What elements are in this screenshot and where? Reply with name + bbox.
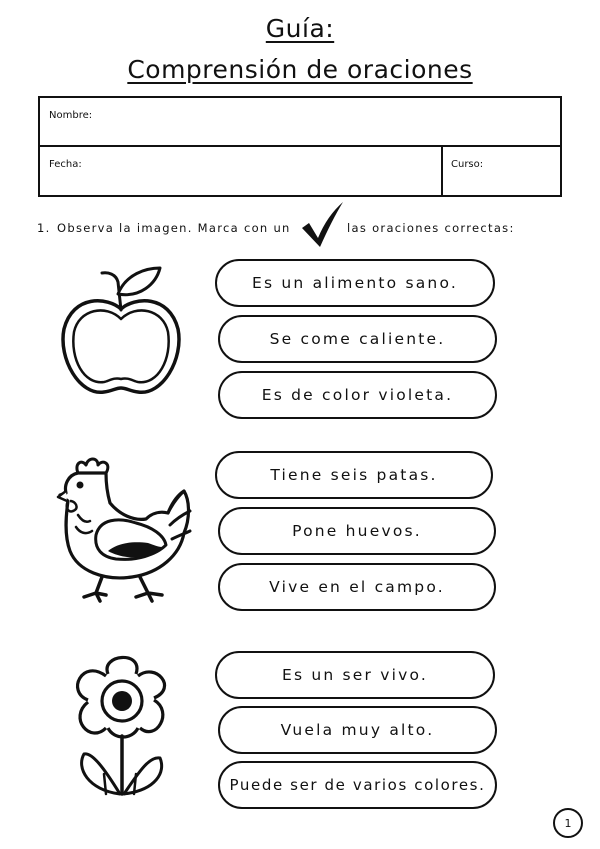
exercise-number: 1. bbox=[37, 221, 51, 235]
sentence-option[interactable]: Es un alimento sano. bbox=[215, 259, 495, 307]
date-label: Fecha: bbox=[49, 159, 82, 170]
name-field[interactable] bbox=[38, 96, 562, 147]
hen-icon bbox=[56, 455, 196, 605]
check-icon bbox=[299, 200, 347, 250]
sentence-option[interactable]: Puede ser de varios colores. bbox=[218, 761, 497, 809]
page-title: Guía: bbox=[265, 14, 335, 43]
page-number: 1 bbox=[553, 808, 583, 838]
sentence-option[interactable]: Vuela muy alto. bbox=[218, 706, 497, 754]
sentence-option[interactable]: Tiene seis patas. bbox=[215, 451, 493, 499]
sentence-option[interactable]: Es un ser vivo. bbox=[215, 651, 495, 699]
course-field[interactable] bbox=[441, 145, 562, 197]
instruction-text: Observa la imagen. Marca con un bbox=[57, 221, 291, 235]
instruction-text-end: las oraciones correctas: bbox=[347, 221, 515, 235]
page-subtitle: Comprensión de oraciones bbox=[127, 55, 473, 84]
date-field[interactable] bbox=[38, 145, 443, 197]
apple-icon bbox=[58, 264, 184, 400]
course-label: Curso: bbox=[451, 159, 484, 170]
sentence-option[interactable]: Pone huevos. bbox=[218, 507, 496, 555]
sentence-option[interactable]: Se come caliente. bbox=[218, 315, 497, 363]
name-label: Nombre: bbox=[49, 110, 93, 121]
flower-icon bbox=[64, 648, 180, 800]
sentence-option[interactable]: Vive en el campo. bbox=[218, 563, 496, 611]
sentence-option[interactable]: Es de color violeta. bbox=[218, 371, 497, 419]
